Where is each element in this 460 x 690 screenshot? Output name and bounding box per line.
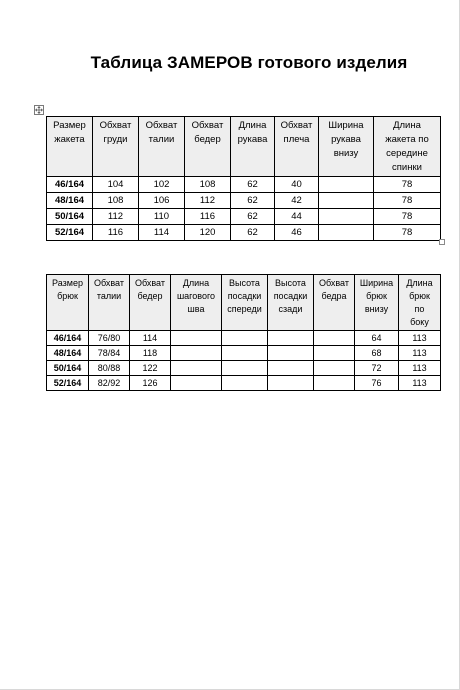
table-cell: 80/88 bbox=[89, 361, 130, 376]
table-cell: 116 bbox=[93, 225, 139, 241]
header-cell: Длина брюк по боку bbox=[399, 275, 441, 331]
table-cell: 113 bbox=[399, 361, 441, 376]
table-row bbox=[47, 376, 441, 391]
table-cell bbox=[222, 376, 268, 391]
table-cell: 62 bbox=[231, 209, 275, 225]
table-cell bbox=[171, 331, 222, 346]
table-cell: 68 bbox=[355, 346, 399, 361]
header-cell: Размер брюк bbox=[47, 275, 89, 331]
table-row bbox=[47, 209, 441, 225]
table-cell: 110 bbox=[139, 209, 185, 225]
table-cell: 62 bbox=[231, 177, 275, 193]
size-cell: 48/164 bbox=[47, 346, 89, 361]
table-cell bbox=[319, 193, 374, 209]
table-cell: 44 bbox=[275, 209, 319, 225]
table-cell: 114 bbox=[139, 225, 185, 241]
header-cell: Обхват бедра bbox=[314, 275, 355, 331]
table-cell: 78 bbox=[374, 225, 441, 241]
table-cell: 120 bbox=[185, 225, 231, 241]
table-cell: 40 bbox=[275, 177, 319, 193]
table-cell: 78 bbox=[374, 209, 441, 225]
table-cell: 112 bbox=[93, 209, 139, 225]
header-cell: Высота посадки спереди bbox=[222, 275, 268, 331]
table-cell bbox=[314, 361, 355, 376]
header-cell: Длина жакета по середине спинки bbox=[374, 117, 441, 177]
table-cell: 62 bbox=[231, 225, 275, 241]
size-cell: 50/164 bbox=[47, 209, 93, 225]
table-row bbox=[47, 331, 441, 346]
table-cell: 113 bbox=[399, 331, 441, 346]
table-cell bbox=[319, 177, 374, 193]
header-cell: Длина шагового шва bbox=[171, 275, 222, 331]
table-header-row bbox=[47, 117, 441, 177]
table-cell bbox=[222, 331, 268, 346]
table-cell: 126 bbox=[130, 376, 171, 391]
table-cell: 106 bbox=[139, 193, 185, 209]
table-cell: 76/80 bbox=[89, 331, 130, 346]
table-cell: 78/84 bbox=[89, 346, 130, 361]
table-cell: 108 bbox=[93, 193, 139, 209]
table-cell bbox=[268, 331, 314, 346]
table-cell: 112 bbox=[185, 193, 231, 209]
header-cell: Длина рукава bbox=[231, 117, 275, 177]
size-cell: 46/164 bbox=[47, 177, 93, 193]
jacket-measurements-table bbox=[46, 116, 441, 241]
header-cell: Высота посадки сзади bbox=[268, 275, 314, 331]
table-cell: 72 bbox=[355, 361, 399, 376]
table-cell bbox=[268, 376, 314, 391]
table-cell bbox=[171, 361, 222, 376]
header-cell: Ширина рукава внизу bbox=[319, 117, 374, 177]
header-cell: Обхват талии bbox=[139, 117, 185, 177]
table-cell bbox=[319, 209, 374, 225]
table-cell bbox=[319, 225, 374, 241]
table-cell: 113 bbox=[399, 376, 441, 391]
table-cell bbox=[268, 346, 314, 361]
table-move-handle-icon[interactable] bbox=[34, 105, 44, 115]
table-cell bbox=[314, 331, 355, 346]
table-cell: 122 bbox=[130, 361, 171, 376]
table-cell: 116 bbox=[185, 209, 231, 225]
size-cell: 48/164 bbox=[47, 193, 93, 209]
header-cell: Обхват груди bbox=[93, 117, 139, 177]
table-cell bbox=[268, 361, 314, 376]
table-header-row bbox=[47, 275, 441, 331]
table-cell: 42 bbox=[275, 193, 319, 209]
size-cell: 50/164 bbox=[47, 361, 89, 376]
table-cell: 64 bbox=[355, 331, 399, 346]
header-cell: Ширина брюк внизу bbox=[355, 275, 399, 331]
table-cell bbox=[314, 376, 355, 391]
table-cell: 46 bbox=[275, 225, 319, 241]
table-cell: 78 bbox=[374, 177, 441, 193]
table-cell: 78 bbox=[374, 193, 441, 209]
table-cell: 113 bbox=[399, 346, 441, 361]
header-cell: Обхват бедер bbox=[130, 275, 171, 331]
table-cell bbox=[314, 346, 355, 361]
table-cell bbox=[171, 376, 222, 391]
table-cell: 104 bbox=[93, 177, 139, 193]
table-cell bbox=[222, 361, 268, 376]
header-cell: Обхват бедер bbox=[185, 117, 231, 177]
table-cell: 82/92 bbox=[89, 376, 130, 391]
header-cell: Размер жакета bbox=[47, 117, 93, 177]
size-cell: 46/164 bbox=[47, 331, 89, 346]
table-cell: 114 bbox=[130, 331, 171, 346]
document-title: Таблица ЗАМЕРОВ готового изделия bbox=[90, 53, 408, 72]
table-resize-handle[interactable] bbox=[439, 239, 445, 245]
table-cell: 76 bbox=[355, 376, 399, 391]
table-row bbox=[47, 193, 441, 209]
table-row bbox=[47, 225, 441, 241]
table-cell: 62 bbox=[231, 193, 275, 209]
header-cell: Обхват талии bbox=[89, 275, 130, 331]
table-cell bbox=[171, 346, 222, 361]
table-row bbox=[47, 346, 441, 361]
size-cell: 52/164 bbox=[47, 225, 93, 241]
table-cell bbox=[222, 346, 268, 361]
size-cell: 52/164 bbox=[47, 376, 89, 391]
table-cell: 102 bbox=[139, 177, 185, 193]
table-row bbox=[47, 361, 441, 376]
table-cell: 108 bbox=[185, 177, 231, 193]
trousers-measurements-table bbox=[46, 274, 441, 391]
table-row bbox=[47, 177, 441, 193]
header-cell: Обхват плеча bbox=[275, 117, 319, 177]
table-cell: 118 bbox=[130, 346, 171, 361]
